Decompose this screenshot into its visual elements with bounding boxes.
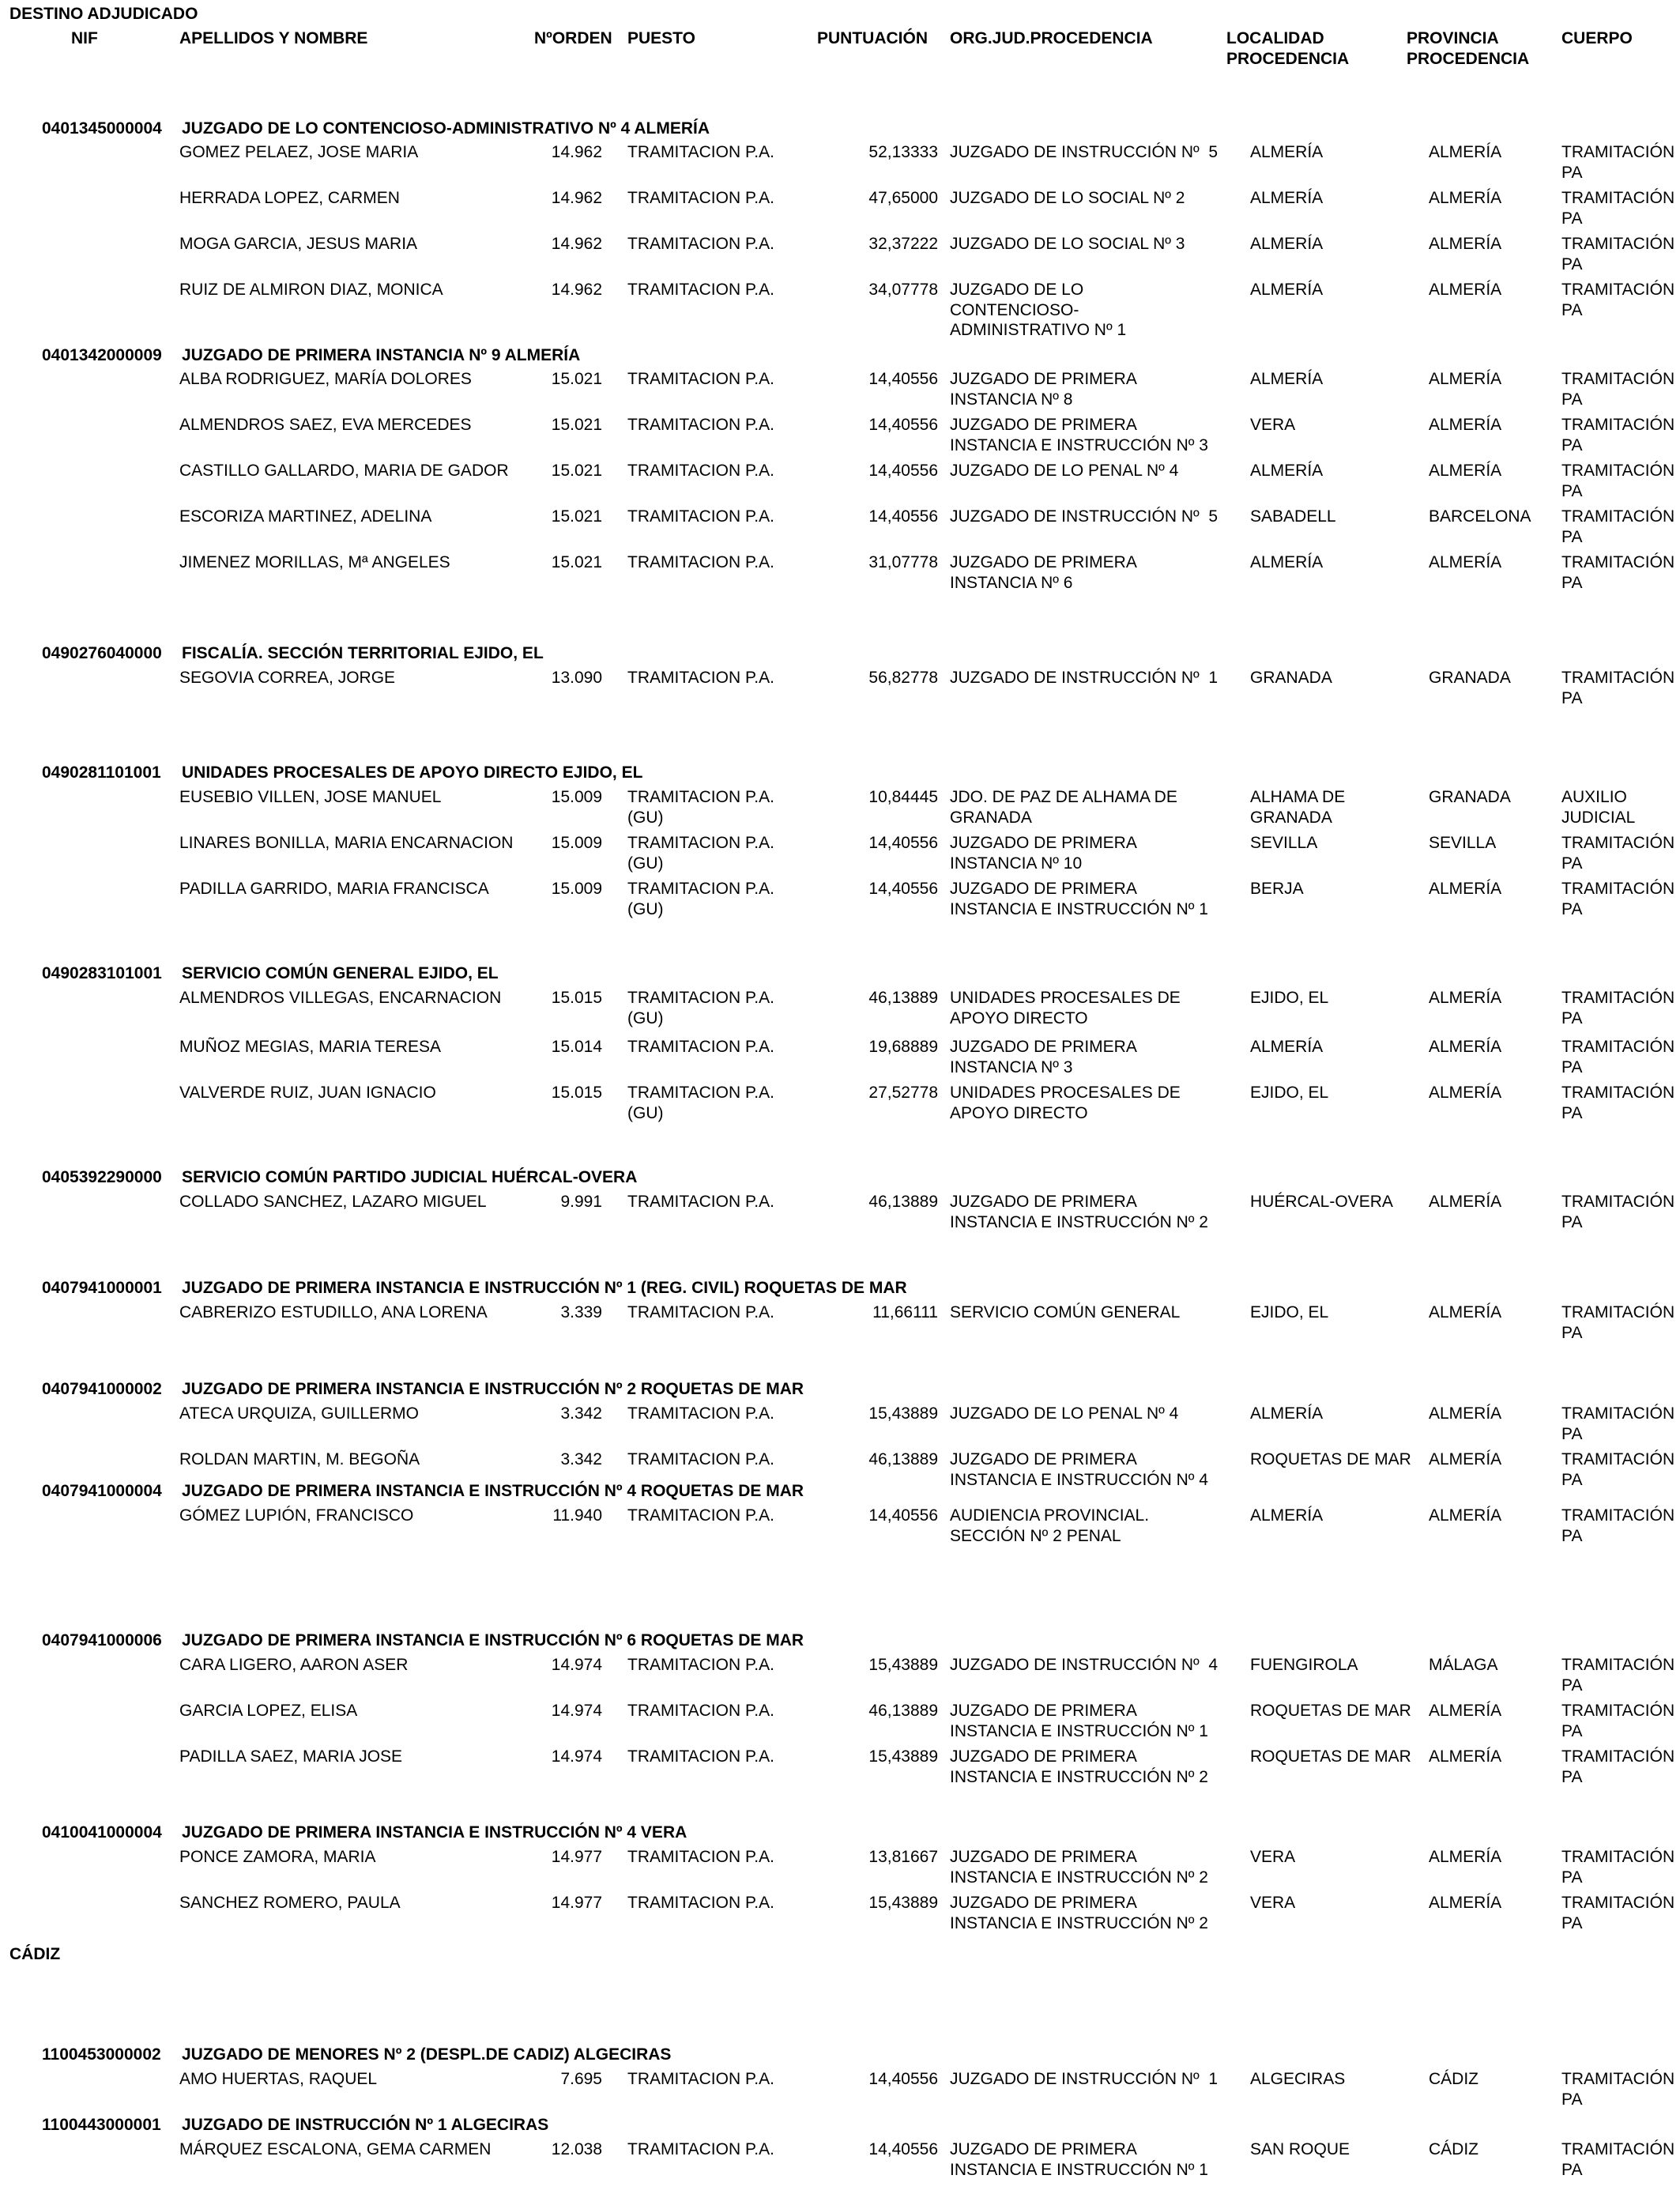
destino-section-heading	[42, 119, 710, 139]
cuerpo: TRAMITACIÓN PA	[1561, 370, 1675, 409]
puntuacion: 10,84445	[868, 788, 938, 806]
applicant-name: HERRADA LOPEZ, CARMEN	[179, 189, 400, 207]
destino-section-heading	[42, 345, 580, 366]
destino-section-heading	[42, 1278, 907, 1299]
destino-section-heading	[42, 963, 499, 984]
puesto: TRAMITACION P.A.	[627, 1506, 774, 1525]
puesto: TRAMITACION P.A.	[627, 143, 774, 161]
puesto: TRAMITACION P.A.	[627, 1656, 774, 1674]
puesto: TRAMITACION P.A.	[627, 1303, 774, 1321]
org-procedencia: JUZGADO DE LO SOCIAL Nº 3	[950, 235, 1185, 253]
localidad: ALMERÍA	[1250, 235, 1324, 253]
org-procedencia: JUZGADO DE PRIMERA INSTANCIA E INSTRUCCIÓN Nº 2	[950, 1848, 1208, 1887]
puesto: TRAMITACION P.A.	[627, 2140, 774, 2158]
applicant-name: CARA LIGERO, AARON ASER	[179, 1656, 409, 1674]
applicant-name: MUÑOZ MEGIAS, MARIA TERESA	[179, 1038, 441, 1056]
destino-code: 0405392290000	[42, 1168, 162, 1186]
puntuacion: 14,40556	[868, 880, 938, 898]
applicant-name: SEGOVIA CORREA, JORGE	[179, 669, 396, 687]
org-procedencia: JUZGADO DE INSTRUCCIÓN Nº 5	[950, 143, 1219, 161]
applicant-name: VALVERDE RUIZ, JUAN IGNACIO	[179, 1084, 436, 1102]
provincia: ALMERÍA	[1429, 1404, 1502, 1423]
puntuacion: 31,07778	[868, 553, 938, 571]
destino-section-heading	[42, 1167, 637, 1188]
orden-number: 15.015	[551, 1084, 602, 1102]
org-procedencia: JUZGADO DE LO CONTENCIOSO- ADMINISTRATIVO Nº 1	[950, 281, 1127, 339]
column-header-provincia: PROVINCIA PROCEDENCIA	[1407, 29, 1530, 68]
cuerpo: TRAMITACIÓN PA	[1561, 2070, 1675, 2109]
orden-number: 13.090	[551, 669, 602, 687]
provincia: ALMERÍA	[1429, 989, 1502, 1007]
puesto: TRAMITACION P.A.	[627, 1894, 774, 1912]
applicant-name: GÓMEZ LUPIÓN, FRANCISCO	[179, 1506, 414, 1525]
puesto: TRAMITACION P.A. (GU)	[627, 989, 774, 1027]
puntuacion: 11,66111	[872, 1303, 938, 1321]
applicant-name: MOGA GARCIA, JESUS MARIA	[179, 235, 418, 253]
org-procedencia: JUZGADO DE INSTRUCCIÓN Nº 5	[950, 507, 1219, 526]
puesto: TRAMITACION P.A.	[627, 189, 774, 207]
localidad: ROQUETAS DE MAR	[1250, 1747, 1411, 1766]
provincia: ALMERÍA	[1429, 1450, 1502, 1468]
cuerpo: TRAMITACIÓN PA	[1561, 1450, 1675, 1489]
orden-number: 15.014	[551, 1038, 602, 1056]
provincia: ALMERÍA	[1429, 189, 1502, 207]
localidad: VERA	[1250, 1894, 1296, 1912]
destino-section-heading	[42, 1823, 687, 1843]
puesto: TRAMITACION P.A.	[627, 370, 774, 388]
orden-number: 14.962	[551, 235, 602, 253]
applicant-name: EUSEBIO VILLEN, JOSE MANUEL	[179, 788, 442, 806]
org-procedencia: JUZGADO DE PRIMERA INSTANCIA Nº 8	[950, 370, 1137, 409]
puntuacion: 15,43889	[868, 1894, 938, 1912]
cuerpo: TRAMITACIÓN PA	[1561, 507, 1675, 546]
provincia: ALMERÍA	[1429, 1193, 1502, 1211]
localidad: GRANADA	[1250, 669, 1332, 687]
org-procedencia: JUZGADO DE PRIMERA INSTANCIA E INSTRUCCIÓN Nº 1	[950, 1702, 1208, 1740]
provincia: ALMERÍA	[1429, 1894, 1502, 1912]
orden-number: 14.974	[551, 1747, 602, 1766]
cuerpo: TRAMITACIÓN PA	[1561, 553, 1675, 592]
cuerpo: TRAMITACIÓN PA	[1561, 1702, 1675, 1740]
orden-number: 14.974	[551, 1656, 602, 1674]
org-procedencia: JUZGADO DE PRIMERA INSTANCIA Nº 3	[950, 1038, 1137, 1076]
applicant-name: ALBA RODRIGUEZ, MARÍA DOLORES	[179, 370, 472, 388]
puntuacion: 14,40556	[868, 370, 938, 388]
puesto: TRAMITACION P.A.	[627, 507, 774, 526]
applicant-name: PADILLA SAEZ, MARIA JOSE	[179, 1747, 403, 1766]
puesto: TRAMITACION P.A. (GU)	[627, 1084, 774, 1122]
localidad: ALMERÍA	[1250, 281, 1324, 299]
applicant-name: COLLADO SANCHEZ, LAZARO MIGUEL	[179, 1193, 487, 1211]
orden-number: 14.962	[551, 189, 602, 207]
puesto: TRAMITACION P.A.	[627, 669, 774, 687]
puntuacion: 13,81667	[868, 1848, 938, 1866]
puesto: TRAMITACION P.A. (GU)	[627, 880, 774, 918]
cuerpo: TRAMITACIÓN PA	[1561, 880, 1675, 918]
localidad: VERA	[1250, 1848, 1296, 1866]
provincia: ALMERÍA	[1429, 1848, 1502, 1866]
puntuacion: 46,13889	[868, 1702, 938, 1720]
applicant-name: ATECA URQUIZA, GUILLERMO	[179, 1404, 419, 1423]
provincia: ALMERÍA	[1429, 1506, 1502, 1525]
destino-code: 0490276040000	[42, 644, 162, 662]
puesto: TRAMITACION P.A.	[627, 1450, 774, 1468]
localidad: BERJA	[1250, 880, 1304, 898]
org-procedencia: JUZGADO DE PRIMERA INSTANCIA E INSTRUCCIÓN Nº 4	[950, 1450, 1208, 1489]
provincia: ALMERÍA	[1429, 370, 1502, 388]
provincia: ALMERÍA	[1429, 1303, 1502, 1321]
applicant-name: GARCIA LOPEZ, ELISA	[179, 1702, 358, 1720]
column-header-localidad: LOCALIDAD PROCEDENCIA	[1226, 29, 1350, 68]
org-procedencia: JUZGADO DE PRIMERA INSTANCIA Nº 10	[950, 834, 1137, 873]
destino-code: 0407941000001	[42, 1279, 162, 1297]
applicant-name: ESCORIZA MARTINEZ, ADELINA	[179, 507, 432, 526]
localidad: ALMERÍA	[1250, 462, 1324, 480]
orden-number: 7.695	[560, 2070, 602, 2088]
column-header-apellidos: APELLIDOS Y NOMBRE	[179, 29, 368, 47]
puesto: TRAMITACION P.A.	[627, 462, 774, 480]
puesto: TRAMITACION P.A.	[627, 1848, 774, 1866]
org-procedencia: JUZGADO DE INSTRUCCIÓN Nº 1	[950, 2070, 1219, 2088]
puntuacion: 15,43889	[868, 1404, 938, 1423]
org-procedencia: JUZGADO DE PRIMERA INSTANCIA E INSTRUCCIÓN Nº 1	[950, 2140, 1208, 2179]
destino-section-heading	[42, 1379, 804, 1400]
cuerpo: TRAMITACIÓN PA	[1561, 189, 1675, 228]
applicant-name: SANCHEZ ROMERO, PAULA	[179, 1894, 401, 1912]
org-procedencia: JDO. DE PAZ DE ALHAMA DE GRANADA	[950, 788, 1177, 827]
puntuacion: 52,13333	[868, 143, 938, 161]
destino-code: 0490283101001	[42, 964, 162, 982]
applicant-name: CASTILLO GALLARDO, MARIA DE GADOR	[179, 462, 509, 480]
applicant-name: ALMENDROS SAEZ, EVA MERCEDES	[179, 416, 472, 434]
orden-number: 14.962	[551, 143, 602, 161]
org-procedencia: JUZGADO DE PRIMERA INSTANCIA Nº 6	[950, 553, 1137, 592]
org-procedencia: JUZGADO DE PRIMERA INSTANCIA E INSTRUCCIÓN Nº 3	[950, 416, 1208, 454]
applicant-name: ROLDAN MARTIN, M. BEGOÑA	[179, 1450, 420, 1468]
orden-number: 9.991	[560, 1193, 602, 1211]
localidad: ALMERÍA	[1250, 189, 1324, 207]
localidad: SABADELL	[1250, 507, 1336, 526]
puesto: TRAMITACION P.A.	[627, 1747, 774, 1766]
puntuacion: 15,43889	[868, 1656, 938, 1674]
provincia: ALMERÍA	[1429, 880, 1502, 898]
org-procedencia: AUDIENCIA PROVINCIAL. SECCIÓN Nº 2 PENAL	[950, 1506, 1150, 1545]
localidad: SEVILLA	[1250, 834, 1318, 852]
provincia: BARCELONA	[1429, 507, 1531, 526]
puesto: TRAMITACION P.A.	[627, 416, 774, 434]
cuerpo: TRAMITACIÓN PA	[1561, 1404, 1675, 1443]
provincia: ALMERÍA	[1429, 235, 1502, 253]
puntuacion: 14,40556	[868, 507, 938, 526]
provincia: GRANADA	[1429, 788, 1511, 806]
cuerpo: TRAMITACIÓN PA	[1561, 834, 1675, 873]
puntuacion: 56,82778	[868, 669, 938, 687]
orden-number: 14.962	[551, 281, 602, 299]
destino-title: JUZGADO DE MENORES Nº 2 (DESPL.DE CADIZ) ALGECIRAS	[182, 2045, 672, 2064]
localidad: ALMERÍA	[1250, 1404, 1324, 1423]
applicant-name: JIMENEZ MORILLAS, Mª ANGELES	[179, 553, 450, 571]
puesto: TRAMITACION P.A.	[627, 1404, 774, 1423]
puntuacion: 47,65000	[868, 189, 938, 207]
destino-code: 0401345000004	[42, 119, 162, 138]
destino-code: 0407941000002	[42, 1380, 162, 1398]
destino-section-heading	[42, 2115, 548, 2136]
destino-section-heading	[42, 1630, 804, 1651]
column-header-nif: NIF	[71, 29, 98, 47]
destino-title: JUZGADO DE PRIMERA INSTANCIA E INSTRUCCIÓN Nº 2 ROQUETAS DE MAR	[182, 1380, 804, 1398]
orden-number: 15.009	[551, 788, 602, 806]
orden-number: 3.342	[560, 1450, 602, 1468]
destino-title: SERVICIO COMÚN GENERAL EJIDO, EL	[182, 964, 499, 982]
cuerpo: TRAMITACIÓN PA	[1561, 1848, 1675, 1887]
cuerpo: TRAMITACIÓN PA	[1561, 235, 1675, 273]
destino-code: 0490281101001	[42, 763, 161, 782]
puesto: TRAMITACION P.A.	[627, 2070, 774, 2088]
orden-number: 15.021	[551, 553, 602, 571]
puntuacion: 46,13889	[868, 1193, 938, 1211]
cuerpo: TRAMITACIÓN PA	[1561, 416, 1675, 454]
provincia: MÁLAGA	[1429, 1656, 1498, 1674]
applicant-name: LINARES BONILLA, MARIA ENCARNACION	[179, 834, 514, 852]
localidad: ALMERÍA	[1250, 370, 1324, 388]
puntuacion: 27,52778	[868, 1084, 938, 1102]
destino-title: SERVICIO COMÚN PARTIDO JUDICIAL HUÉRCAL-OVERA	[182, 1168, 638, 1186]
localidad: ALMERÍA	[1250, 143, 1324, 161]
org-procedencia: JUZGADO DE INSTRUCCIÓN Nº 1	[950, 669, 1219, 687]
destino-heading: DESTINO ADJUDICADO	[9, 5, 198, 23]
destino-title: JUZGADO DE PRIMERA INSTANCIA E INSTRUCCIÓN Nº 1 (REG. CIVIL) ROQUETAS DE MAR	[182, 1279, 907, 1297]
localidad: ALMERÍA	[1250, 1038, 1324, 1056]
orden-number: 15.015	[551, 989, 602, 1007]
orden-number: 15.021	[551, 416, 602, 434]
puesto: TRAMITACION P.A.	[627, 1193, 774, 1211]
org-procedencia: JUZGADO DE PRIMERA INSTANCIA E INSTRUCCIÓN Nº 2	[950, 1894, 1208, 1932]
localidad: ROQUETAS DE MAR	[1250, 1450, 1411, 1468]
column-header-org: ORG.JUD.PROCEDENCIA	[950, 29, 1153, 47]
orden-number: 14.977	[551, 1894, 602, 1912]
puntuacion: 14,40556	[868, 1506, 938, 1525]
applicant-name: PONCE ZAMORA, MARIA	[179, 1848, 376, 1866]
org-procedencia: UNIDADES PROCESALES DE APOYO DIRECTO	[950, 989, 1181, 1027]
column-header-puesto: PUESTO	[627, 29, 695, 47]
puesto: TRAMITACION P.A.	[627, 235, 774, 253]
destino-code: 0401342000009	[42, 346, 162, 364]
provincia: ALMERÍA	[1429, 281, 1502, 299]
cuerpo: TRAMITACIÓN PA	[1561, 1038, 1675, 1076]
localidad: ALHAMA DE GRANADA	[1250, 788, 1346, 827]
destino-code: 0407941000004	[42, 1482, 162, 1500]
localidad: HUÉRCAL-OVERA	[1250, 1193, 1393, 1211]
destino-title: JUZGADO DE PRIMERA INSTANCIA E INSTRUCCIÓN Nº 6 ROQUETAS DE MAR	[182, 1631, 804, 1649]
puntuacion: 46,13889	[868, 989, 938, 1007]
provincia: ALMERÍA	[1429, 462, 1502, 480]
destino-title: JUZGADO DE PRIMERA INSTANCIA Nº 9 ALMERÍA	[182, 346, 581, 364]
destino-section-heading	[42, 643, 544, 664]
localidad: EJIDO, EL	[1250, 1084, 1329, 1102]
puntuacion: 14,40556	[868, 2140, 938, 2158]
puesto: TRAMITACION P.A.	[627, 1702, 774, 1720]
destino-title: JUZGADO DE PRIMERA INSTANCIA E INSTRUCCIÓN Nº 4 VERA	[182, 1823, 687, 1842]
destino-code: 0410041000004	[42, 1823, 162, 1842]
orden-number: 15.021	[551, 462, 602, 480]
org-procedencia: JUZGADO DE PRIMERA INSTANCIA E INSTRUCCIÓN Nº 2	[950, 1747, 1208, 1786]
provincia: GRANADA	[1429, 669, 1511, 687]
provincia: ALMERÍA	[1429, 1702, 1502, 1720]
destino-section-heading	[42, 2045, 671, 2065]
org-procedencia: SERVICIO COMÚN GENERAL	[950, 1303, 1181, 1321]
cuerpo: TRAMITACIÓN PA	[1561, 1506, 1675, 1545]
cuerpo: TRAMITACIÓN PA	[1561, 1747, 1675, 1786]
org-procedencia: UNIDADES PROCESALES DE APOYO DIRECTO	[950, 1084, 1181, 1122]
orden-number: 15.021	[551, 370, 602, 388]
orden-number: 3.339	[560, 1303, 602, 1321]
orden-number: 11.940	[552, 1506, 602, 1525]
puesto: TRAMITACION P.A. (GU)	[627, 834, 774, 873]
provincia: CÁDIZ	[1429, 2070, 1478, 2088]
puntuacion: 15,43889	[868, 1747, 938, 1766]
org-procedencia: JUZGADO DE PRIMERA INSTANCIA E INSTRUCCIÓN Nº 1	[950, 880, 1208, 918]
destino-section-heading	[42, 1481, 804, 1502]
applicant-name: ALMENDROS VILLEGAS, ENCARNACION	[179, 989, 502, 1007]
destino-title: JUZGADO DE INSTRUCCIÓN Nº 1 ALGECIRAS	[182, 2116, 549, 2134]
localidad: ROQUETAS DE MAR	[1250, 1702, 1411, 1720]
puesto: TRAMITACION P.A.	[627, 281, 774, 299]
puntuacion: 14,40556	[868, 2070, 938, 2088]
localidad: ALGECIRAS	[1250, 2070, 1346, 2088]
provincia: SEVILLA	[1429, 834, 1497, 852]
localidad: ALMERÍA	[1250, 1506, 1324, 1525]
provincia: ALMERÍA	[1429, 1084, 1502, 1102]
localidad: SAN ROQUE	[1250, 2140, 1350, 2158]
cuerpo: TRAMITACIÓN PA	[1561, 1656, 1675, 1695]
provincia: ALMERÍA	[1429, 553, 1502, 571]
column-header-norden: NºORDEN	[534, 29, 612, 47]
localidad: VERA	[1250, 416, 1296, 434]
puntuacion: 46,13889	[868, 1450, 938, 1468]
destino-title: UNIDADES PROCESALES DE APOYO DIRECTO EJIDO, EL	[182, 763, 643, 782]
puntuacion: 14,40556	[868, 416, 938, 434]
provincia: ALMERÍA	[1429, 143, 1502, 161]
destino-title: JUZGADO DE LO CONTENCIOSO-ADMINISTRATIVO Nº 4 ALMERÍA	[182, 119, 710, 138]
provincia: ALMERÍA	[1429, 1747, 1502, 1766]
applicant-name: PADILLA GARRIDO, MARIA FRANCISCA	[179, 880, 489, 898]
provincia: CÁDIZ	[1429, 2140, 1478, 2158]
applicant-name: CABRERIZO ESTUDILLO, ANA LORENA	[179, 1303, 488, 1321]
applicant-name: RUIZ DE ALMIRON DIAZ, MONICA	[179, 281, 443, 299]
puntuacion: 34,07778	[868, 281, 938, 299]
orden-number: 15.021	[551, 507, 602, 526]
destino-code: 1100453000002	[42, 2045, 161, 2064]
cuerpo: TRAMITACIÓN PA	[1561, 462, 1675, 500]
orden-number: 14.977	[551, 1848, 602, 1866]
provincia: ALMERÍA	[1429, 1038, 1502, 1056]
localidad: EJIDO, EL	[1250, 989, 1329, 1007]
puesto: TRAMITACION P.A.	[627, 553, 774, 571]
puntuacion: 32,37222	[868, 235, 938, 253]
org-procedencia: JUZGADO DE INSTRUCCIÓN Nº 4	[950, 1656, 1219, 1674]
puntuacion: 14,40556	[868, 834, 938, 852]
orden-number: 15.009	[551, 834, 602, 852]
cuerpo: TRAMITACIÓN PA	[1561, 669, 1675, 707]
localidad: ALMERÍA	[1250, 553, 1324, 571]
orden-number: 15.009	[551, 880, 602, 898]
destino-code: 1100443000001	[42, 2116, 161, 2134]
puntuacion: 19,68889	[868, 1038, 938, 1056]
destino-title: FISCALÍA. SECCIÓN TERRITORIAL EJIDO, EL	[182, 644, 544, 662]
applicant-name: GOMEZ PELAEZ, JOSE MARIA	[179, 143, 419, 161]
cuerpo: TRAMITACIÓN PA	[1561, 989, 1675, 1027]
province-heading: CÁDIZ	[9, 1945, 61, 1963]
org-procedencia: JUZGADO DE LO PENAL Nº 4	[950, 462, 1179, 480]
destino-section-heading	[42, 763, 642, 783]
cuerpo: TRAMITACIÓN PA	[1561, 143, 1675, 182]
org-procedencia: JUZGADO DE LO SOCIAL Nº 2	[950, 189, 1185, 207]
destino-code: 0407941000006	[42, 1631, 162, 1649]
localidad: EJIDO, EL	[1250, 1303, 1329, 1321]
orden-number: 3.342	[560, 1404, 602, 1423]
cuerpo: TRAMITACIÓN PA	[1561, 2140, 1675, 2179]
org-procedencia: JUZGADO DE LO PENAL Nº 4	[950, 1404, 1179, 1423]
applicant-name: AMO HUERTAS, RAQUEL	[179, 2070, 378, 2088]
cuerpo: TRAMITACIÓN PA	[1561, 1894, 1675, 1932]
orden-number: 12.038	[551, 2140, 602, 2158]
column-header-puntuacion: PUNTUACIÓN	[817, 29, 928, 47]
org-procedencia: JUZGADO DE PRIMERA INSTANCIA E INSTRUCCIÓN Nº 2	[950, 1193, 1208, 1231]
cuerpo: AUXILIO JUDICIAL	[1561, 788, 1636, 827]
orden-number: 14.974	[551, 1702, 602, 1720]
applicant-name: MÁRQUEZ ESCALONA, GEMA CARMEN	[179, 2140, 492, 2158]
provincia: ALMERÍA	[1429, 416, 1502, 434]
cuerpo: TRAMITACIÓN PA	[1561, 1084, 1675, 1122]
puesto: TRAMITACION P.A. (GU)	[627, 788, 774, 827]
puntuacion: 14,40556	[868, 462, 938, 480]
puesto: TRAMITACION P.A.	[627, 1038, 774, 1056]
destino-title: JUZGADO DE PRIMERA INSTANCIA E INSTRUCCIÓN Nº 4 ROQUETAS DE MAR	[182, 1482, 804, 1500]
column-header-cuerpo: CUERPO	[1561, 29, 1633, 47]
cuerpo: TRAMITACIÓN PA	[1561, 1193, 1675, 1231]
cuerpo: TRAMITACIÓN PA	[1561, 281, 1675, 319]
cuerpo: TRAMITACIÓN PA	[1561, 1303, 1675, 1342]
localidad: FUENGIROLA	[1250, 1656, 1358, 1674]
